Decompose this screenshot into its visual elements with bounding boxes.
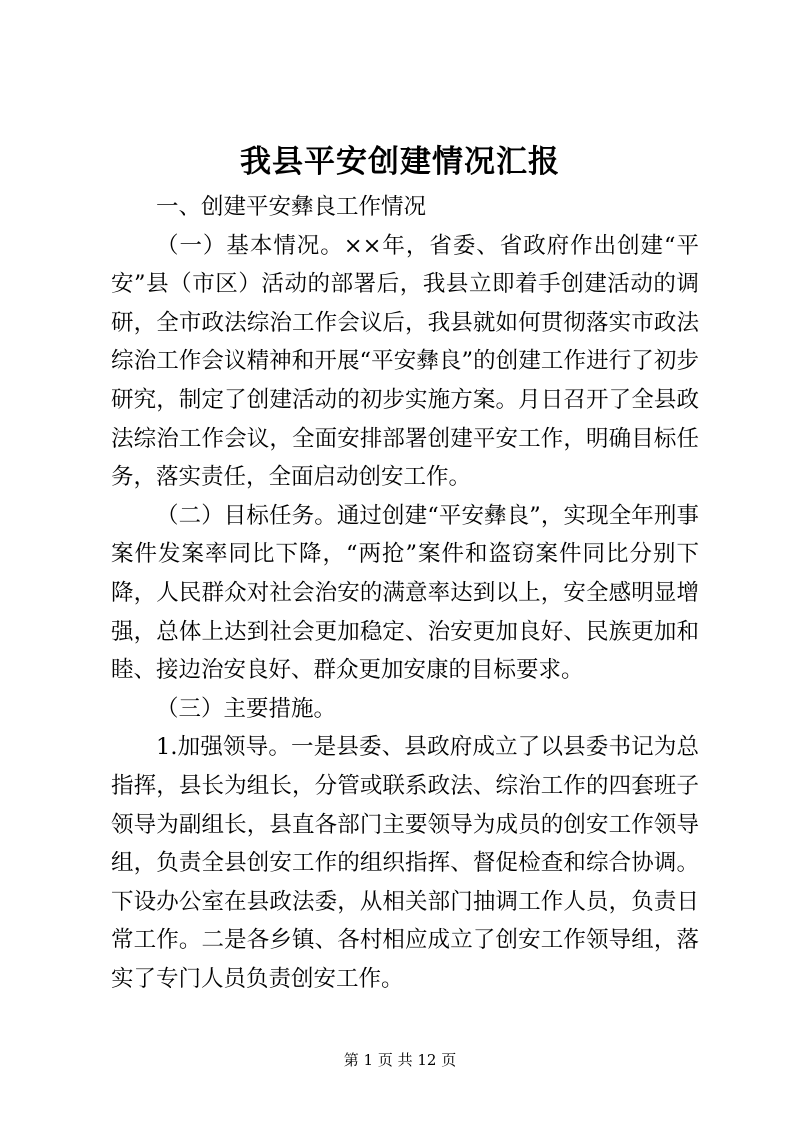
paragraph-goals: （二）目标任务。通过创建“平安彝良”，实现全年刑事案件发案率同比下降，“两抢”案件和盗窃案件同比分别下降，人民群众对社会治安的满意率达到以上，安全感明显增强，总体上达到社会更加稳定、治安更加良好、民族更加和睦、接边治安良好、群众更加安康的目标要求。 <box>111 502 699 684</box>
page-number-footer: 第 1 页 共 12 页 <box>343 1051 457 1069</box>
paragraph-measures-heading: （三）主要措施。 <box>156 695 337 722</box>
paragraph-basic-situation: （一）基本情况。××年，省委、省政府作出创建“平安”县（市区）活动的部署后，我县立即着手创建活动的调研，全市政法综治工作会议后，我县就如何贯彻落实市政法综治工作会议精神和开展“平安彝良”的创建工作进行了初步研究，制定了创建活动的初步实施方案。月日召开了全县政法综治工作会议，全面安排部署创建平安工作，明确目标任务，落实责任，全面启动创安工作。 <box>111 232 699 491</box>
document-title: 我县平安创建情况汇报 <box>240 144 560 180</box>
document-body <box>111 188 699 998</box>
section-heading: 一、创建平安彝良工作情况 <box>156 194 427 220</box>
paragraph-leadership: 1.加强领导。一是县委、县政府成立了以县委书记为总指挥，县长为组长，分管或联系政法、综治工作的四套班子领导为副组长，县直各部门主要领导为成员的创安工作领导组，负责全县创安工作的组织指挥、督促检查和综合协调。下设办公室在县政法委，从相关部门抽调工作人员，负责日常工作。二是各乡镇、各村相应成立了创安工作领导组，落实了专门人员负责创安工作。 <box>111 734 699 992</box>
